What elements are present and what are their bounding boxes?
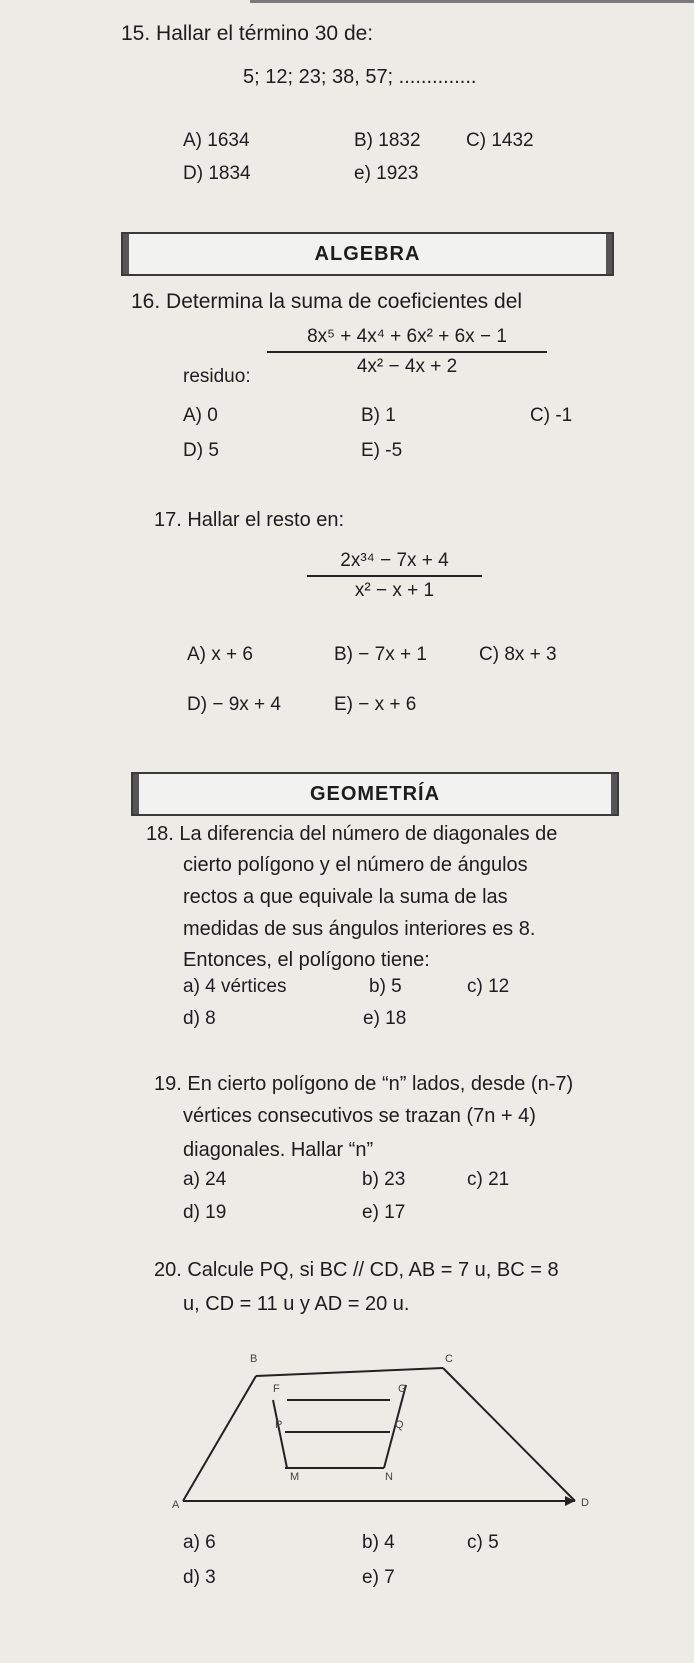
q17-numerator: 2x³⁴ − 7x + 4 bbox=[340, 550, 449, 571]
q15-option-b: B) 1832 bbox=[354, 130, 421, 151]
q20-option-b: b) 4 bbox=[362, 1532, 395, 1553]
q16-numerator: 8x⁵ + 4x⁴ + 6x² + 6x − 1 bbox=[307, 326, 507, 347]
q18-line-3: rectos a que equivale la suma de las bbox=[183, 886, 508, 908]
q16-fraction bbox=[267, 326, 547, 378]
q19-option-c: c) 21 bbox=[467, 1169, 510, 1190]
label-n: N bbox=[385, 1471, 393, 1483]
q18-option-d: d) 8 bbox=[183, 1008, 216, 1029]
section-banner-geometria bbox=[131, 772, 619, 816]
q19-option-a: a) 24 bbox=[183, 1169, 227, 1190]
q19-option-e: e) 17 bbox=[362, 1202, 406, 1223]
q15-option-d: D) 1834 bbox=[183, 163, 251, 184]
q20-option-e: e) 7 bbox=[362, 1567, 395, 1588]
q15-sequence: 5; 12; 23; 38, 57; .............. bbox=[243, 66, 477, 88]
base-bc bbox=[256, 1368, 443, 1376]
q17-option-c: C) 8x + 3 bbox=[479, 644, 557, 665]
q17-denominator: x² − x + 1 bbox=[354, 580, 435, 601]
q19-line-2: vértices consecutivos se trazan (7n + 4) bbox=[183, 1105, 536, 1127]
q17-option-a: A) x + 6 bbox=[187, 644, 253, 665]
side-cd bbox=[443, 1368, 575, 1501]
q16-denominator: 4x² − 4x + 2 bbox=[356, 356, 458, 377]
q20-line-2: u, CD = 11 u y AD = 20 u. bbox=[183, 1293, 410, 1315]
q15-option-c: C) 1432 bbox=[466, 130, 534, 151]
q15-statement: 15. Hallar el término 30 de: bbox=[121, 22, 374, 45]
q19-line-1: 19. En cierto polígono de “n” lados, desde (n-7) bbox=[154, 1073, 574, 1095]
label-q: Q bbox=[395, 1419, 404, 1431]
q20-option-a: a) 6 bbox=[183, 1532, 216, 1553]
trapezoid-diagram bbox=[140, 1330, 600, 1530]
top-rule bbox=[250, 0, 694, 3]
q20-option-d: d) 3 bbox=[183, 1567, 216, 1588]
q16-option-a: A) 0 bbox=[183, 405, 218, 426]
q16-residuo-label: residuo: bbox=[183, 366, 251, 387]
label-b: B bbox=[250, 1353, 258, 1365]
label-c: C bbox=[445, 1353, 453, 1365]
label-g: G bbox=[398, 1383, 407, 1395]
q17-option-d: D) − 9x + 4 bbox=[187, 694, 281, 715]
q17-statement: 17. Hallar el resto en: bbox=[154, 509, 345, 531]
q18-line-4: medidas de sus ángulos interiores es 8. bbox=[183, 918, 536, 940]
q15-option-a: A) 1634 bbox=[183, 130, 250, 151]
q17-fraction bbox=[307, 550, 482, 602]
label-f: F bbox=[273, 1383, 280, 1395]
q19-option-d: d) 19 bbox=[183, 1202, 227, 1223]
bisector-b bbox=[273, 1400, 287, 1468]
q16-statement: 16. Determina la suma de coeficientes del bbox=[131, 290, 523, 313]
q15-option-e: e) 1923 bbox=[354, 163, 419, 184]
q20-line-1: 20. Calcule PQ, si BC // CD, AB = 7 u, BC = 8 bbox=[154, 1259, 559, 1281]
q19-option-b: b) 23 bbox=[362, 1169, 406, 1190]
q18-option-b: b) 5 bbox=[369, 976, 402, 997]
section-banner-algebra bbox=[121, 232, 614, 276]
q16-option-e: E) -5 bbox=[361, 440, 403, 461]
q20-option-c: c) 5 bbox=[467, 1532, 499, 1553]
q16-option-b: B) 1 bbox=[361, 405, 396, 426]
side-ab bbox=[183, 1376, 256, 1501]
q17-option-e: E) − x + 6 bbox=[334, 694, 417, 715]
q16-option-d: D) 5 bbox=[183, 440, 219, 461]
q18-option-a: a) 4 vértices bbox=[183, 976, 287, 997]
q19-line-3: diagonales. Hallar “n” bbox=[183, 1139, 374, 1161]
arrow-head bbox=[565, 1496, 575, 1506]
section-title-algebra: ALGEBRA bbox=[314, 243, 421, 265]
q18-option-c: c) 12 bbox=[467, 976, 510, 997]
label-a: A bbox=[172, 1499, 180, 1511]
label-p: P bbox=[275, 1419, 283, 1431]
q18-line-2: cierto polígono y el número de ángulos bbox=[183, 854, 528, 876]
label-d: D bbox=[581, 1497, 589, 1509]
q18-option-e: e) 18 bbox=[363, 1008, 407, 1029]
q18-line-5: Entonces, el polígono tiene: bbox=[183, 949, 430, 971]
q17-option-b: B) − 7x + 1 bbox=[334, 644, 427, 665]
q18-line-1: 18. La diferencia del número de diagonales de bbox=[146, 823, 558, 845]
q16-option-c: C) -1 bbox=[530, 405, 573, 426]
label-m: M bbox=[290, 1471, 300, 1483]
section-title-geometria: GEOMETRÍA bbox=[309, 783, 441, 805]
